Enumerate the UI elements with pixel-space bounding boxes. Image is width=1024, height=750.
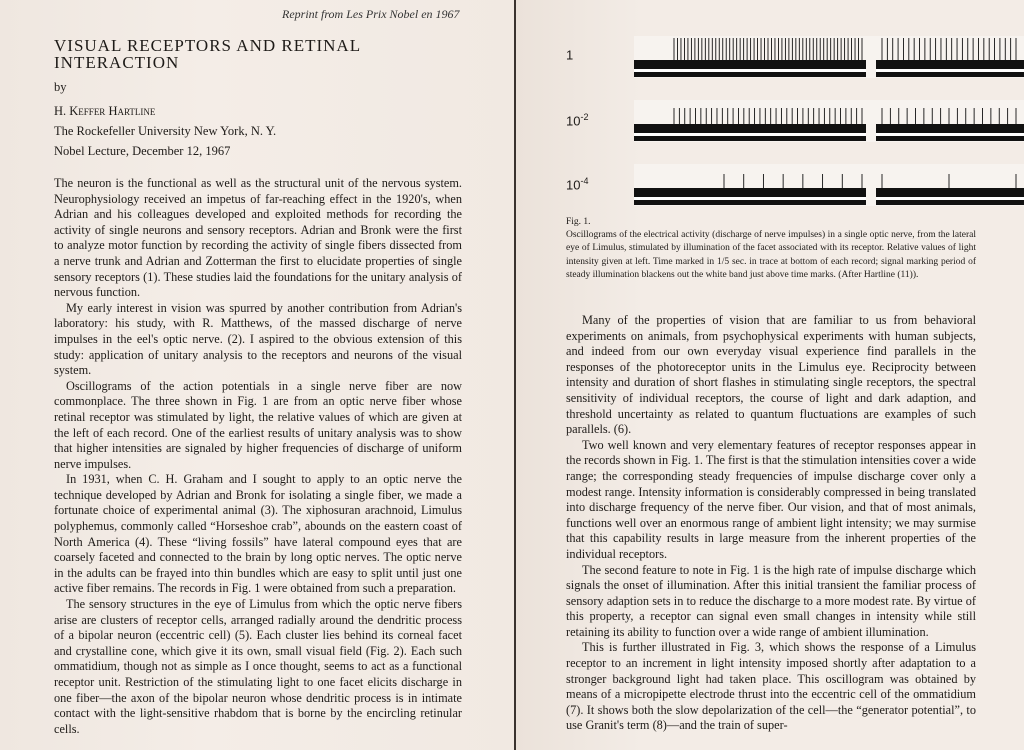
paragraph: Many of the properties of vision that are familiar to us from behavioral experiments on animals, from psychophysical experiments with human subjects, and indeed from our own everyday visual experience find parallels in the responses of the photoreceptor units in the Limulus eye. Reciprocity between intensity and duration of short flashes in stimulating single receptors, the spectral sensitivity of individual receptors, the course of light and dark adaption, and threshold uncertainty as related to quantum fluctuations are examples of such parallels. (6). xyxy=(566,313,976,437)
time-mark-band xyxy=(634,136,866,141)
paragraph: My early interest in vision was spurred by another contribution from Adrian's laboratory: his study, with R. Matthews, of the massed discharge of nerve impulses in the eel's optic nerve. (2). I aspired to the obvious extension of this study: application of unitary analysis to the receptors and neurons of the visual system. xyxy=(54,300,462,378)
white-band xyxy=(634,133,866,136)
intensity-label: $10^{-4}$ xyxy=(566,176,589,193)
oscillogram-trace xyxy=(634,164,1024,206)
signal-band xyxy=(634,60,866,69)
lecture-date: Nobel Lecture, December 12, 1967 xyxy=(54,144,231,158)
paragraph: The neuron is the functional as well as the structural unit of the nervous system. Neurophysiology received an impetus of far-reaching effect in the 1920's, when Adrian and his colleagues developed and exploited methods for recording the activity of single neurons and sensory receptors. Adrian and Bronk were the first to analyze motor function by recording the activity of single fibers dissected from a nerve trunk and Adrian and Zotterman the first to elucidate properties of single sensory receptors (1). These studies laid the foundations for the unitary analysis of nervous function. xyxy=(54,176,462,300)
left-body-text xyxy=(54,176,462,737)
signal-band xyxy=(876,60,1024,69)
signal-band xyxy=(876,124,1024,133)
reprint-note: Reprint from Les Prix Nobel en 1967 xyxy=(282,7,460,21)
paper-title: VISUAL RECEPTORS AND RETINAL INTERACTION xyxy=(54,36,361,72)
paragraph: The second feature to note in Fig. 1 is the high rate of impulse discharge which signals the onset of illumination. After this initial transient the familiar process of sensory adaption sets in to reduce the discharge to a more modest rate. By virtue of this property, a receptor can signal even small changes in intensity while still retaining its ability to function over a wide range of ambient illumination. xyxy=(566,562,976,639)
right-body-text xyxy=(566,313,976,734)
paragraph: The sensory structures in the eye of Limulus from which the optic nerve fibers arise are clusters of receptor cells, arranged radially around the dendritic process of a bipolar neuron (eccentric cell) (5). Each cluster lies behind its corneal facet and crystalline cone, which give it its own, small visual field (Fig. 2). Each such ommatidium, though not as simple as I once thought, seems to act as a functional receptor unit. Restriction of the stimulating light to one facet elicits discharge in one fiber—the axon of the bipolar neuron whose dendritic process is in intimate contact with the light-sensitive rhabdom that is borne by the encircling retinular cells. xyxy=(54,597,462,736)
white-band xyxy=(876,69,1024,72)
time-mark-band xyxy=(634,72,866,77)
author-affiliation: The Rockefeller University New York, N. Y. xyxy=(54,124,277,138)
right-page xyxy=(516,0,1024,750)
time-mark-band xyxy=(876,200,1024,205)
signal-band xyxy=(634,188,866,197)
caption-label: Fig. 1. xyxy=(566,217,591,227)
signal-band xyxy=(634,124,866,133)
intensity-label: $10^{-2}$ xyxy=(566,112,589,129)
signal-band xyxy=(876,188,1024,197)
paragraph: Two well known and very elementary features of receptor responses appear in the records shown in Fig. 1. The first is that the stimulation intensities cover a wide range; the corresponding steady frequencies of impulse discharge cover only a modest range. Intensity information is considerably compressed in being translated into discharge frequency of the nerve fiber. Our vision, and that of most animals, functions well over an enormous range of ambient light intensity; we may surmise that this capability results in large measure from the inherent properties of the individual receptors. xyxy=(566,437,976,561)
intensity-label: 1 xyxy=(566,47,574,63)
white-band xyxy=(876,197,1024,200)
author-name: H. Keffer Hartline xyxy=(54,104,156,118)
white-band xyxy=(634,69,866,72)
white-band xyxy=(876,133,1024,136)
paragraph: This is further illustrated in Fig. 3, which shows the response of a Limulus receptor to an increment in light intensity imposed shortly after adaptation to a stronger background light had taken place. This oscillogram was obtained by means of a micropipette electrode thrust into the eccentric cell of the ommatidium (7). It shows both the slow depolarization of the cell—the “generator potential”, to use Granit's term (8)—and the train of super- xyxy=(566,640,976,733)
figure-oscillograms xyxy=(562,28,1022,218)
byline: by xyxy=(54,80,67,94)
time-mark-band xyxy=(634,200,866,205)
oscillogram-trace xyxy=(634,36,1024,78)
white-band xyxy=(634,197,866,200)
oscillogram-trace xyxy=(634,100,1024,142)
paragraph: In 1931, when C. H. Graham and I sought to apply to an optic nerve the technique developed by Adrian and Bronk for isolating a single fiber, we made a fortunate choice of experimental animal (3). The xiphosuran arachnoid, Limulus polyphemus, commonly called “Horseshoe crab”, abounds on the eastern coast of North America (4). These “living fossils” have lateral compound eyes that are coarsely faceted and connected to the brain by long optic nerves. The optic nerve in the adults can be frayed into thin bundles which are easy to split until just one active fiber remains. The records in Fig. 1 were obtained from such a preparation. xyxy=(54,472,462,596)
paragraph: Oscillograms of the action potentials in a single nerve fiber are now commonplace. The three shown in Fig. 1 are from an optic nerve fiber whose retinal receptor was stimulated by light, the relative values of which are given at the left of each record. One of the earliest results of unitary analysis was to show that higher intensities are signaled by higher frequencies of discharge of uniform nerve impulses. xyxy=(54,378,462,471)
time-mark-band xyxy=(876,72,1024,77)
figure-caption xyxy=(566,216,976,282)
time-mark-band xyxy=(876,136,1024,141)
caption-text: Oscillograms of the electrical activity (discharge of nerve impulses) in a single optic nerve, from the lateral eye of Limulus, stimulated by illumination of the facet associated with its receptor. Relative values of light intensity given at left. Time marked in 1/5 sec. in trace at bottom of each record; signal marking period of steady illumination blackens out the white band just above time marks. (After Hartline (11)). xyxy=(566,230,976,280)
